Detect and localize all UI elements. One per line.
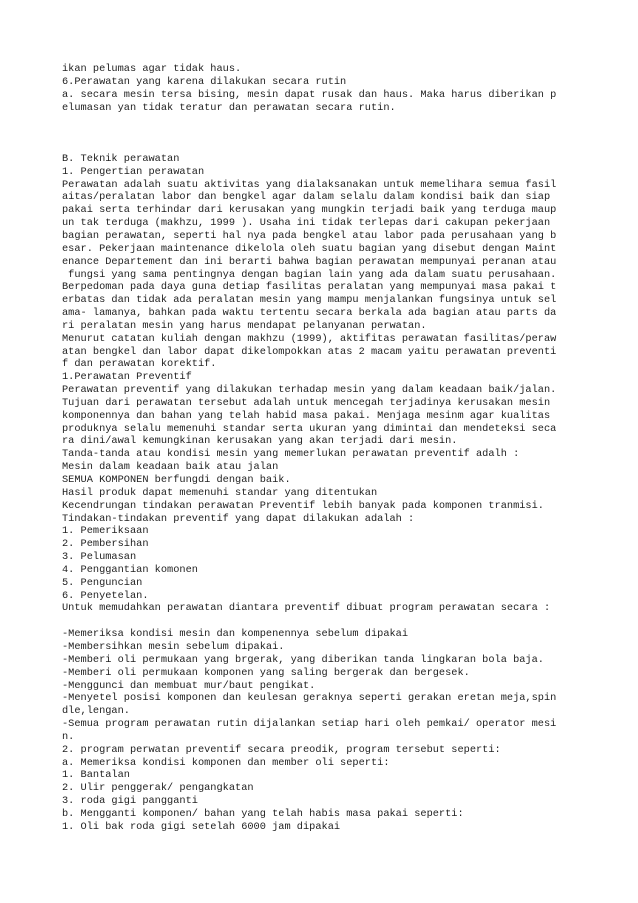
text-line: 3. roda gigi pangganti bbox=[62, 795, 198, 808]
text-line: 2. program perwatan preventif secara preodik, program tersebut seperti: bbox=[62, 743, 501, 756]
text-line: ikan pelumas agar tidak haus. bbox=[62, 63, 242, 75]
text-line: Tanda-tanda atau kondisi mesin yang memerlukan perawatan preventif adalh : bbox=[62, 448, 520, 461]
text-line: atan bengkel dan labor dapat dikelompokkan atas 2 macam yaitu perawatan preventi bbox=[62, 345, 557, 358]
text-line: 4. Penggantian komonen bbox=[62, 563, 198, 576]
text-line: Perawatan preventif yang dilakukan terhadap mesin yang dalam keadaan baik/jalan. bbox=[62, 384, 557, 397]
text-line: dle,lengan. bbox=[62, 705, 130, 718]
text-line: 1. Bantalan bbox=[62, 769, 130, 782]
text-line: enance Departement dan ini berarti bahwa bagian perawatan mempunyai peranan atau bbox=[62, 255, 557, 268]
text-line: Mesin dalam keadaan baik atau jalan bbox=[62, 461, 279, 474]
text-line: -Membersihkan mesin sebelum dipakai. bbox=[62, 640, 285, 653]
text-line: 3. Pelumasan bbox=[62, 551, 137, 564]
text-line: 6.Perawatan yang karena dilakukan secara rutin bbox=[62, 75, 347, 88]
text-line: b. Mengganti komponen/ bahan yang telah habis masa pakai seperti: bbox=[62, 807, 464, 820]
text-line: ri peralatan mesin yang harus mendapat pelanyanan perwatan. bbox=[62, 319, 427, 332]
text-line: Tujuan dari perawatan tersebut adalah untuk mencegah terjadinya kerusakan mesin bbox=[62, 396, 551, 409]
text-line: 1. Oli bak roda gigi setelah 6000 jam dipakai bbox=[62, 820, 341, 833]
text-line: 1.Perawatan Preventif bbox=[62, 371, 192, 384]
text-line: esar. Pekerjaan maintenance dikelola oleh suatu bagian yang disebut dengan Maint bbox=[62, 242, 557, 255]
text-line: pakai serta terhindar dari kerusakan yang mungkin terjadi baik yang terduga maup bbox=[62, 204, 557, 217]
text-line: komponennya dan bahan yang telah habid masa pakai. Menjaga mesinm agar kualitas bbox=[62, 409, 551, 422]
text-line: aitas/peralatan labor dan bengkel agar dalam selalu dalam kondisi baik dan siap bbox=[62, 191, 551, 204]
text-line: Kecendrungan tindakan perawatan Preventif lebih banyak pada komponen tranmisi. bbox=[62, 499, 544, 512]
text-line: Untuk memudahkan perawatan diantara preventif dibuat program perawatan secara : bbox=[62, 602, 551, 615]
text-line: 5. Penguncian bbox=[62, 576, 143, 589]
text-line: 2. Pembersihan bbox=[62, 538, 149, 551]
text-line: 1. Pemeriksaan bbox=[62, 525, 149, 538]
text-line: 6. Penyetelan. bbox=[62, 589, 149, 602]
text-line: SEMUA KOMPONEN berfungdi dengan baik. bbox=[62, 474, 291, 486]
text-line: n. bbox=[62, 730, 75, 743]
text-line: -Memberi oli permukaan komponen yang saling bergerak dan bergesek. bbox=[62, 666, 470, 679]
text-line: ama- lamanya, bahkan pada waktu tertentu secara berkala ada bagian atau parts da bbox=[62, 307, 557, 320]
text-line: 2. Ulir penggerak/ pengangkatan bbox=[62, 782, 254, 795]
text-line bbox=[62, 140, 582, 153]
text-line: elumasan yan tidak teratur dan perawatan secara rutin. bbox=[62, 101, 396, 114]
text-line: a. secara mesin tersa bising, mesin dapat rusak dan haus. Maka harus diberikan p bbox=[62, 88, 557, 101]
text-line: 1. Pengertian perawatan bbox=[62, 165, 205, 178]
text-line: -Menyetel posisi komponen dan keulesan geraknya seperti gerakan eretan meja,spin bbox=[62, 692, 557, 705]
text-line: Menurut catatan kuliah dengan makhzu (1999), aktifitas perawatan fasilitas/peraw bbox=[62, 332, 557, 345]
text-line bbox=[62, 114, 582, 127]
text-line: -Semua program perawatan rutin dijalankan setiap hari oleh pemkai/ operator mesi bbox=[62, 718, 557, 731]
text-line: B. Teknik perawatan bbox=[62, 152, 180, 165]
text-line: produknya selalu memenuhi standar serta ukuran yang dimintai dan mendeteksi seca bbox=[62, 422, 557, 435]
text-line: Hasil produk dapat memenuhi standar yang ditentukan bbox=[62, 486, 378, 499]
text-line bbox=[62, 615, 582, 628]
text-line: Tindakan-tindakan preventif yang dapat dilakukan adalah : bbox=[62, 512, 415, 525]
text-line bbox=[62, 127, 582, 140]
text-line: -Menggunci dan membuat mur/baut pengikat. bbox=[62, 679, 316, 692]
text-line: a. Memeriksa kondisi komponen dan member oli seperti: bbox=[62, 756, 390, 769]
text-line: bagian perawatan, seperti hal nya pada bengkel atau labor pada perusahaan yang b bbox=[62, 229, 557, 242]
text-line: Perawatan adalah suatu aktivitas yang dialaksanakan untuk memelihara semua fasil bbox=[62, 178, 557, 191]
text-line: f dan perawatan korektif. bbox=[62, 358, 217, 371]
text-line: fungsi yang sama pentingnya dengan bagian lain yang ada dalam suatu perusahaan. bbox=[62, 268, 557, 281]
text-line: un tak terduga (makhzu, 1999 ). Usaha ini tidak terlepas dari cakupan pekerjaan bbox=[62, 217, 551, 230]
text-line: Berpedoman pada daya guna detiap fasilitas peralatan yang mempunyai masa pakai t bbox=[62, 281, 557, 294]
text-line: ra dini/awal kemungkinan kerusakan yang akan terjadi dari mesin. bbox=[62, 435, 458, 448]
text-line: -Memeriksa kondisi mesin dan kompenennya sebelum dipakai bbox=[62, 628, 409, 641]
document-page bbox=[62, 63, 582, 834]
text-line: erbatas dan tidak ada peralatan mesin yang mampu menjalankan fungsinya untuk sel bbox=[62, 294, 557, 307]
text-line: -Memberi oli permukaan yang brgerak, yang diberikan tanda lingkaran bola baja. bbox=[62, 653, 544, 666]
